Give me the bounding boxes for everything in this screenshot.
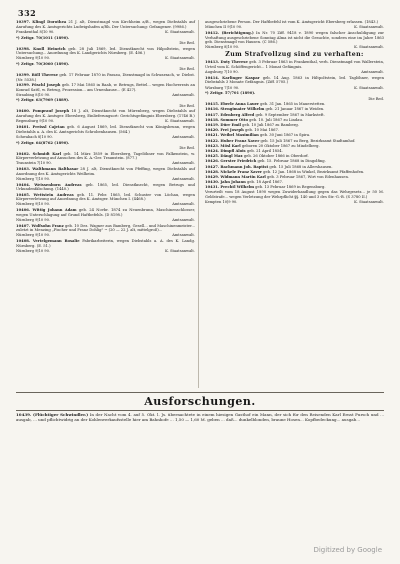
entry-signature	[16, 218, 195, 222]
entry-heading: 10427. Bachmann Joh. Baptist	[205, 164, 269, 169]
signature-place-date: Kempten 10|9 90.	[205, 200, 238, 205]
entry-body: geb. 28 Juli 1869, led. Dienstknecht von Hilpoltstein, wegen Untersuchung... Anordnung des K. Landgerichts Nürnberg. (E. 406.)	[16, 46, 195, 56]
register-entry	[205, 123, 384, 128]
signature-authority: K. Staatsanwalt.	[165, 29, 195, 34]
entry-body: geb. 3 Februar 1863 in Frankenthal, verh. Dienstmagd von Wallerstein, Urteil vom K. Schöffengericht... 1 Monat Gefängnis.	[205, 60, 384, 69]
entry-body: geb. 24 Novbr. 1874 zu Neuenbrunn, Maschinenschlosser, wegen Unterschlagung auf Grund Haftbefehls. (D 8198.)	[16, 208, 196, 217]
entry-heading: 10403. Walthmann Balthasar	[16, 167, 79, 172]
signature-authority: Amtsanwalt.	[172, 233, 195, 238]
entry-body: 18 J. alt, Dienstknecht von Mürenberg, wegen Diebstahls auf Anrufung des K. Amtsger. Ebersberg, Einlieferungsort: Gerichtsgefängnis Ebersberg. (1746 B.)	[16, 109, 195, 119]
entry-heading: *) Zeitgr. 57/701 (1890).	[205, 91, 256, 96]
register-entry	[16, 125, 195, 134]
entry-heading: 10417. Edenberg Alfred	[205, 112, 255, 117]
register-entry	[16, 141, 195, 146]
bottom-entry-body: In der Nacht vom 4. auf 5. Okt. l. Js. übernachtete in einem hiesigen Gasthof ein Mann, der sich für den Reisenden Karl Ernst Pursch und ... ausgab, ... und pflichtwidrig an der Kohlenverkaufsstelle hier am Bahnhofe ... 1,50 — 1,60 M. geben ... daß... dunkelblonden, braune Hosen... Kopfbedeckung... ausgab...	[16, 412, 384, 422]
entry-body: 21 J. alt, Dienstmagd von Kirchheim a/B., wegen Diebstahls auf Anrufung des K. Amtsgerichts Ludwigshafen a/Rh. Der Untersuchung: Gefangener. (9986.)	[16, 20, 196, 29]
signature-authority: Amtsanwalt.	[172, 134, 195, 139]
entry-body: geb. 21 Januar 1867 in Weiden.	[265, 107, 325, 112]
register-entry	[205, 185, 384, 190]
entry-heading: 10415. Eberle Anna Lauer	[205, 102, 259, 107]
signature-authority: Die Red.	[368, 96, 384, 101]
digitized-watermark: Digitized by Google	[313, 546, 382, 554]
entry-signature	[16, 104, 195, 108]
register-entry	[205, 133, 384, 138]
register-entry	[16, 183, 195, 192]
entry-body: In Nr. 70 Ziff. 9418 v. 1890 wegen falscher Anschuldigung zur Verhaftung ausgeschriebene Sonntag Alma ist nicht die Gesuchte, sondern eine im Jahre 1863 geb. Dienstmagd von Hausen. (C 586.)	[205, 30, 384, 45]
bottom-entry	[16, 412, 384, 422]
page-number: 332	[18, 8, 37, 18]
entry-body: geb. 13 Februar 1869 in Regensburg.	[255, 185, 326, 190]
section-banner-investigations: Ausforschungen.	[16, 392, 384, 411]
register-entry	[205, 91, 384, 96]
entry-signature	[16, 249, 195, 253]
entry-heading: *) Zeitgr. 70(1011 (1890).	[16, 35, 70, 40]
entry-signature	[16, 41, 195, 45]
entry-body: geb. 9 September 1867 in Marksteft.	[255, 112, 325, 117]
bottom-entry-heading: 10439. (Flüchtiger Schwindler.)	[16, 412, 89, 417]
signature-place-date: Nürnberg 7|10 90.	[16, 176, 51, 181]
entry-heading: 10424. Dimpfl Alois	[205, 148, 246, 153]
signature-authority: Die Red.	[179, 103, 195, 108]
entry-body: geb. 17 Mai 1865 in Raab, w. Betrugs, Bettel... wegen Hochverrats an Konrad Sattl, w. Betrug, Prozession... am Urnenhause... (E 427).	[16, 82, 195, 92]
signature-place-date: Schwabach 8|10 90.	[16, 134, 53, 139]
entry-body: geb. 14 März 1859 in Ebersberg, Tagelöhner von Falkenstein, w. Körperverletzung auf Ansuchen des K. A.-Ger. Traunstein. (877.)	[16, 151, 195, 161]
entry-signature	[16, 119, 195, 123]
entry-heading: 10425. Dängl Max	[205, 154, 243, 159]
entry-heading: 10397. Klingl Dorothea	[16, 20, 67, 24]
register-entry	[205, 165, 384, 170]
entry-body: geb. 30 Juni 1867 in Spira.	[260, 133, 311, 138]
signature-place-date: Augsburg 7|10 90.	[205, 69, 239, 74]
entry-heading: 10422. Huber Franz Xaver	[205, 138, 260, 143]
entry-heading: 10418. Sommer Otto	[205, 117, 248, 122]
entry-heading: 10420. Frei Joseph	[205, 128, 244, 133]
signature-authority: Amtsanwalt.	[172, 176, 195, 181]
entry-body: geboren 20 Oktober 1867 zu Mindelberg.	[241, 143, 320, 148]
signature-authority: Die Red.	[179, 145, 195, 150]
entry-signature	[16, 56, 195, 60]
register-entry	[16, 167, 195, 176]
entry-heading: 10429. Widmann Martin Karl	[205, 174, 266, 179]
entry-heading: 10398. Knoll Heinrich	[16, 46, 66, 51]
entry-body: 28 J. alt, Dienstknecht von Pfeffing, wegen Diebstahls auf Anordnung des K. Amtsgerichts Weilheim.	[16, 167, 195, 176]
signature-place-date: Nürnberg 9|10 90.	[16, 56, 51, 61]
entry-signature	[205, 97, 384, 101]
entry-signature	[205, 25, 384, 29]
register-entry	[205, 149, 384, 154]
signature-place-date: Regensburg 9|10 90.	[16, 119, 55, 124]
register-entry	[205, 60, 384, 69]
register-entry	[205, 170, 384, 175]
entry-heading: 10400. Pomprauf Joseph	[16, 109, 70, 114]
entry-signature	[16, 67, 195, 71]
entry-body: geb. 21 April 1854.	[246, 148, 283, 153]
signature-authority: Amtsanwalt.	[172, 161, 195, 166]
signature-place-date: München II 9|10 90.	[205, 25, 243, 30]
signature-place-date: Nürnberg 9|10 90.	[16, 249, 51, 254]
entry-heading: 10419. Dürr Emil	[205, 123, 241, 128]
register-entry	[16, 193, 195, 202]
register-entry	[16, 152, 195, 161]
register-entry	[205, 139, 384, 144]
register-entry	[16, 109, 195, 118]
section-heading-arrests: Zum Strafvollzug sind zu verhaften:	[225, 51, 364, 59]
signature-authority: K. Staatsanwalt.	[354, 200, 384, 205]
register-entry	[16, 239, 195, 248]
register-entry	[16, 36, 195, 41]
entry-body: geb. 15 Juli 1868 in Allershausen.	[269, 164, 333, 169]
entry-body: geb. 17 Februar 1870 in Passau, Dienstmagd in Schwarzach, w. Diebst. (Nr. 5538.)	[16, 73, 195, 82]
entry-heading: *) Zeitgr. 70(3060 (1890).	[16, 62, 70, 67]
entry-heading: 10408. Vertelgemann Rosalie	[16, 239, 80, 244]
entry-body: geb. 18 April 1867.	[247, 180, 284, 185]
register-entry	[205, 118, 384, 123]
signature-authority: Amtsanwalt.	[172, 202, 195, 207]
signature-authority: Amtsanwalt.	[361, 69, 384, 74]
register-entry	[205, 102, 384, 107]
register-entry	[205, 180, 384, 185]
register-entry	[16, 224, 195, 233]
signature-place-date: Nürnberg 9|10 90.	[16, 202, 51, 207]
register-entry	[16, 47, 195, 56]
signature-authority: K. Staatsanwalt.	[165, 119, 195, 124]
entry-signature	[16, 93, 195, 97]
signature-authority: K. Staatsanwalt.	[165, 249, 195, 254]
entry-heading: 10404. Weissenborn Andreas	[16, 182, 82, 187]
signature-authority: Die Red.	[179, 40, 195, 45]
register-entry	[205, 128, 384, 133]
entry-heading: 10421. Weibel Maximilian	[205, 133, 259, 138]
entry-heading: *) Zeitgr. 63(7969 (1889).	[16, 98, 70, 103]
entry-body: geb. 15 Juli 1867 zu Berg, Bezirksamt Stadtamhof.	[260, 138, 356, 143]
signature-place-date: Straubing 8|10 90.	[16, 92, 51, 97]
entry-body: ausgeschriebene Person. Der Haftbefehl ist vom K. Amtsgericht Ebersberg erlassen. (1843.)	[205, 20, 379, 24]
signature-authority: Amtsanwalt.	[172, 92, 195, 97]
register-entry	[16, 208, 195, 217]
entry-body: geb. 6 August 1869, led. Dienstknecht von Königsbrunn, wegen Diebstahls a. A. des K. Amtsgerichts Schrobenhausen. (564.)	[16, 125, 195, 134]
entry-body: Verurteilt vom 18 August 1890 wegen Zuwiderhandlung gegen das Wehrgesetz... je 50 M. Geldstrafe... wegen Verletzung der Wehrpflicht §§. 140 und 3 des Str.-G.-B. (S 3780 II.)	[205, 190, 384, 200]
entry-heading: 10426. Gerster Friedrich	[205, 159, 257, 164]
register-entry	[205, 159, 384, 164]
entry-signature	[205, 70, 384, 74]
entry-signature	[16, 177, 195, 181]
signature-place-date: Nürnberg 9|10 90.	[16, 233, 51, 238]
entry-heading: 10412. (Berichtigung.)	[205, 30, 254, 35]
signature-authority: K. Staatsanwalt.	[354, 45, 384, 50]
register-entry	[205, 76, 384, 85]
entry-body: geb. 10 Juli 1867 zu Bamberg.	[242, 123, 299, 128]
entry-heading: 10431. Prechtl Wilhelm	[205, 185, 254, 190]
signature-authority: K. Staatsanwalt.	[165, 56, 195, 61]
entry-heading: 10405. Wettstein Andreas	[16, 192, 74, 197]
register-entry	[16, 20, 195, 29]
entry-signature	[16, 202, 195, 206]
register-entry	[205, 113, 384, 118]
register-entry	[16, 98, 195, 103]
entry-heading: *) Zeitgr. 64(8762 (1890).	[16, 140, 70, 145]
entry-signature	[16, 146, 195, 150]
register-entry	[16, 83, 195, 92]
entry-body: geb. 15. Februar 1868 in Dingolfing.	[257, 159, 326, 164]
entry-signature	[16, 30, 195, 34]
entry-heading: 10428. Nickele Franz Xaver	[205, 169, 262, 174]
signature-authority: K. Staatsanwalt.	[354, 25, 384, 30]
entry-heading: 10401. Preissl Cajetan	[16, 125, 65, 130]
entry-body: geb. 1865, led. Dienstknecht, wegen Betrugs und Urkundenfälschung. (1440.)	[16, 182, 195, 192]
register-entry	[205, 144, 384, 149]
entry-heading: 10413. Doty Therese	[205, 60, 248, 65]
register-entry	[205, 107, 384, 112]
entry-heading: 10402. Schmidt Karl	[16, 151, 62, 156]
entry-heading: 10423. Mösl Karl	[205, 143, 241, 148]
entry-body: geb. 26 Oktober 1866 in Oberdorf.	[243, 154, 309, 159]
entry-body: geb. 12 Jan. 1868 in Winkel, Bezirksamt Pfaffenhofen.	[263, 169, 365, 174]
entry-signature	[205, 45, 384, 49]
entry-heading: 10416. Stengimaier Wilhelm	[205, 107, 265, 112]
entry-body: geb. 14 Aug. 1863 in Hiltpoltstein, led. Taglöhner, wegen Diebstahls 3 Monate Gefängnis. (Ziff. 5705.)	[205, 75, 384, 85]
entry-heading: 10399. Pöschl Joseph	[16, 82, 61, 87]
entry-body: geb. 31 Jan. 1865 in Mauerstetten.	[260, 102, 326, 107]
register-entry	[205, 190, 384, 199]
entry-heading: 10406. Wittig Johann Adam	[16, 208, 77, 213]
entry-heading: 10430. Jahn Johann	[205, 180, 246, 185]
signature-place-date: Frankenthal 8|10 90.	[16, 29, 55, 34]
entry-body: geb. 10. Juli 1867 zu Lindau.	[249, 117, 303, 122]
entry-signature	[16, 233, 195, 237]
entry-body: geb. 10 Mai 1867.	[245, 128, 279, 133]
signature-place-date: Nürnberg 9|10 90.	[16, 217, 51, 222]
register-entry	[205, 31, 384, 45]
right-column-lower	[205, 60, 384, 205]
signature-place-date: Nürnberg 8|10 90.	[205, 45, 240, 50]
register-entry	[16, 62, 195, 67]
register-entry	[205, 175, 384, 180]
signature-authority: Die Red.	[179, 67, 195, 72]
entry-body: geb. 3 Februar 1867, Wirt von Edenhausen.	[267, 174, 350, 179]
signature-authority: Amtsanwalt.	[172, 217, 195, 222]
entry-heading: 10407. Wolfsohn Franz	[16, 223, 64, 228]
left-column	[16, 20, 199, 388]
entry-heading: 10414. Karlinger Kaspar	[205, 75, 260, 80]
entry-signature	[16, 161, 195, 165]
entry-body: geb. 11. Febr. 1865, led. Schuster von Löchau, wegen Körperverletzung auf Anordnung des K. Amtsger. München I. (4468.)	[16, 192, 195, 202]
right-column	[205, 20, 384, 388]
register-entry	[16, 73, 195, 82]
entry-body: geb. 10 Dez. Wagner aus Bamberg, Gesell... und Maschinenmeister... zuletzt in Menzing „Fischer und Franz Dohlig" ~ (20 — 22 J. alt, mittelgroß)...	[16, 223, 195, 233]
register-entry	[205, 20, 384, 25]
entry-signature	[205, 200, 384, 204]
entry-body: Fabrikarbeiterin, wegen Diebstahls a. A. des K. Landg. Nürnberg. (E. 51.)	[16, 239, 195, 248]
entry-signature	[16, 135, 195, 139]
two-column-body	[16, 20, 384, 388]
signature-place-date: Würzburg 7|10 90.	[205, 85, 240, 90]
right-column-upper	[205, 20, 384, 50]
register-entry	[205, 154, 384, 159]
entry-heading: 10399. Böll Therese	[16, 73, 58, 78]
signature-authority: K. Staatsanwalt.	[354, 85, 384, 90]
entry-signature	[205, 86, 384, 90]
signature-place-date: Traunstein 7|10 90.	[16, 161, 52, 166]
